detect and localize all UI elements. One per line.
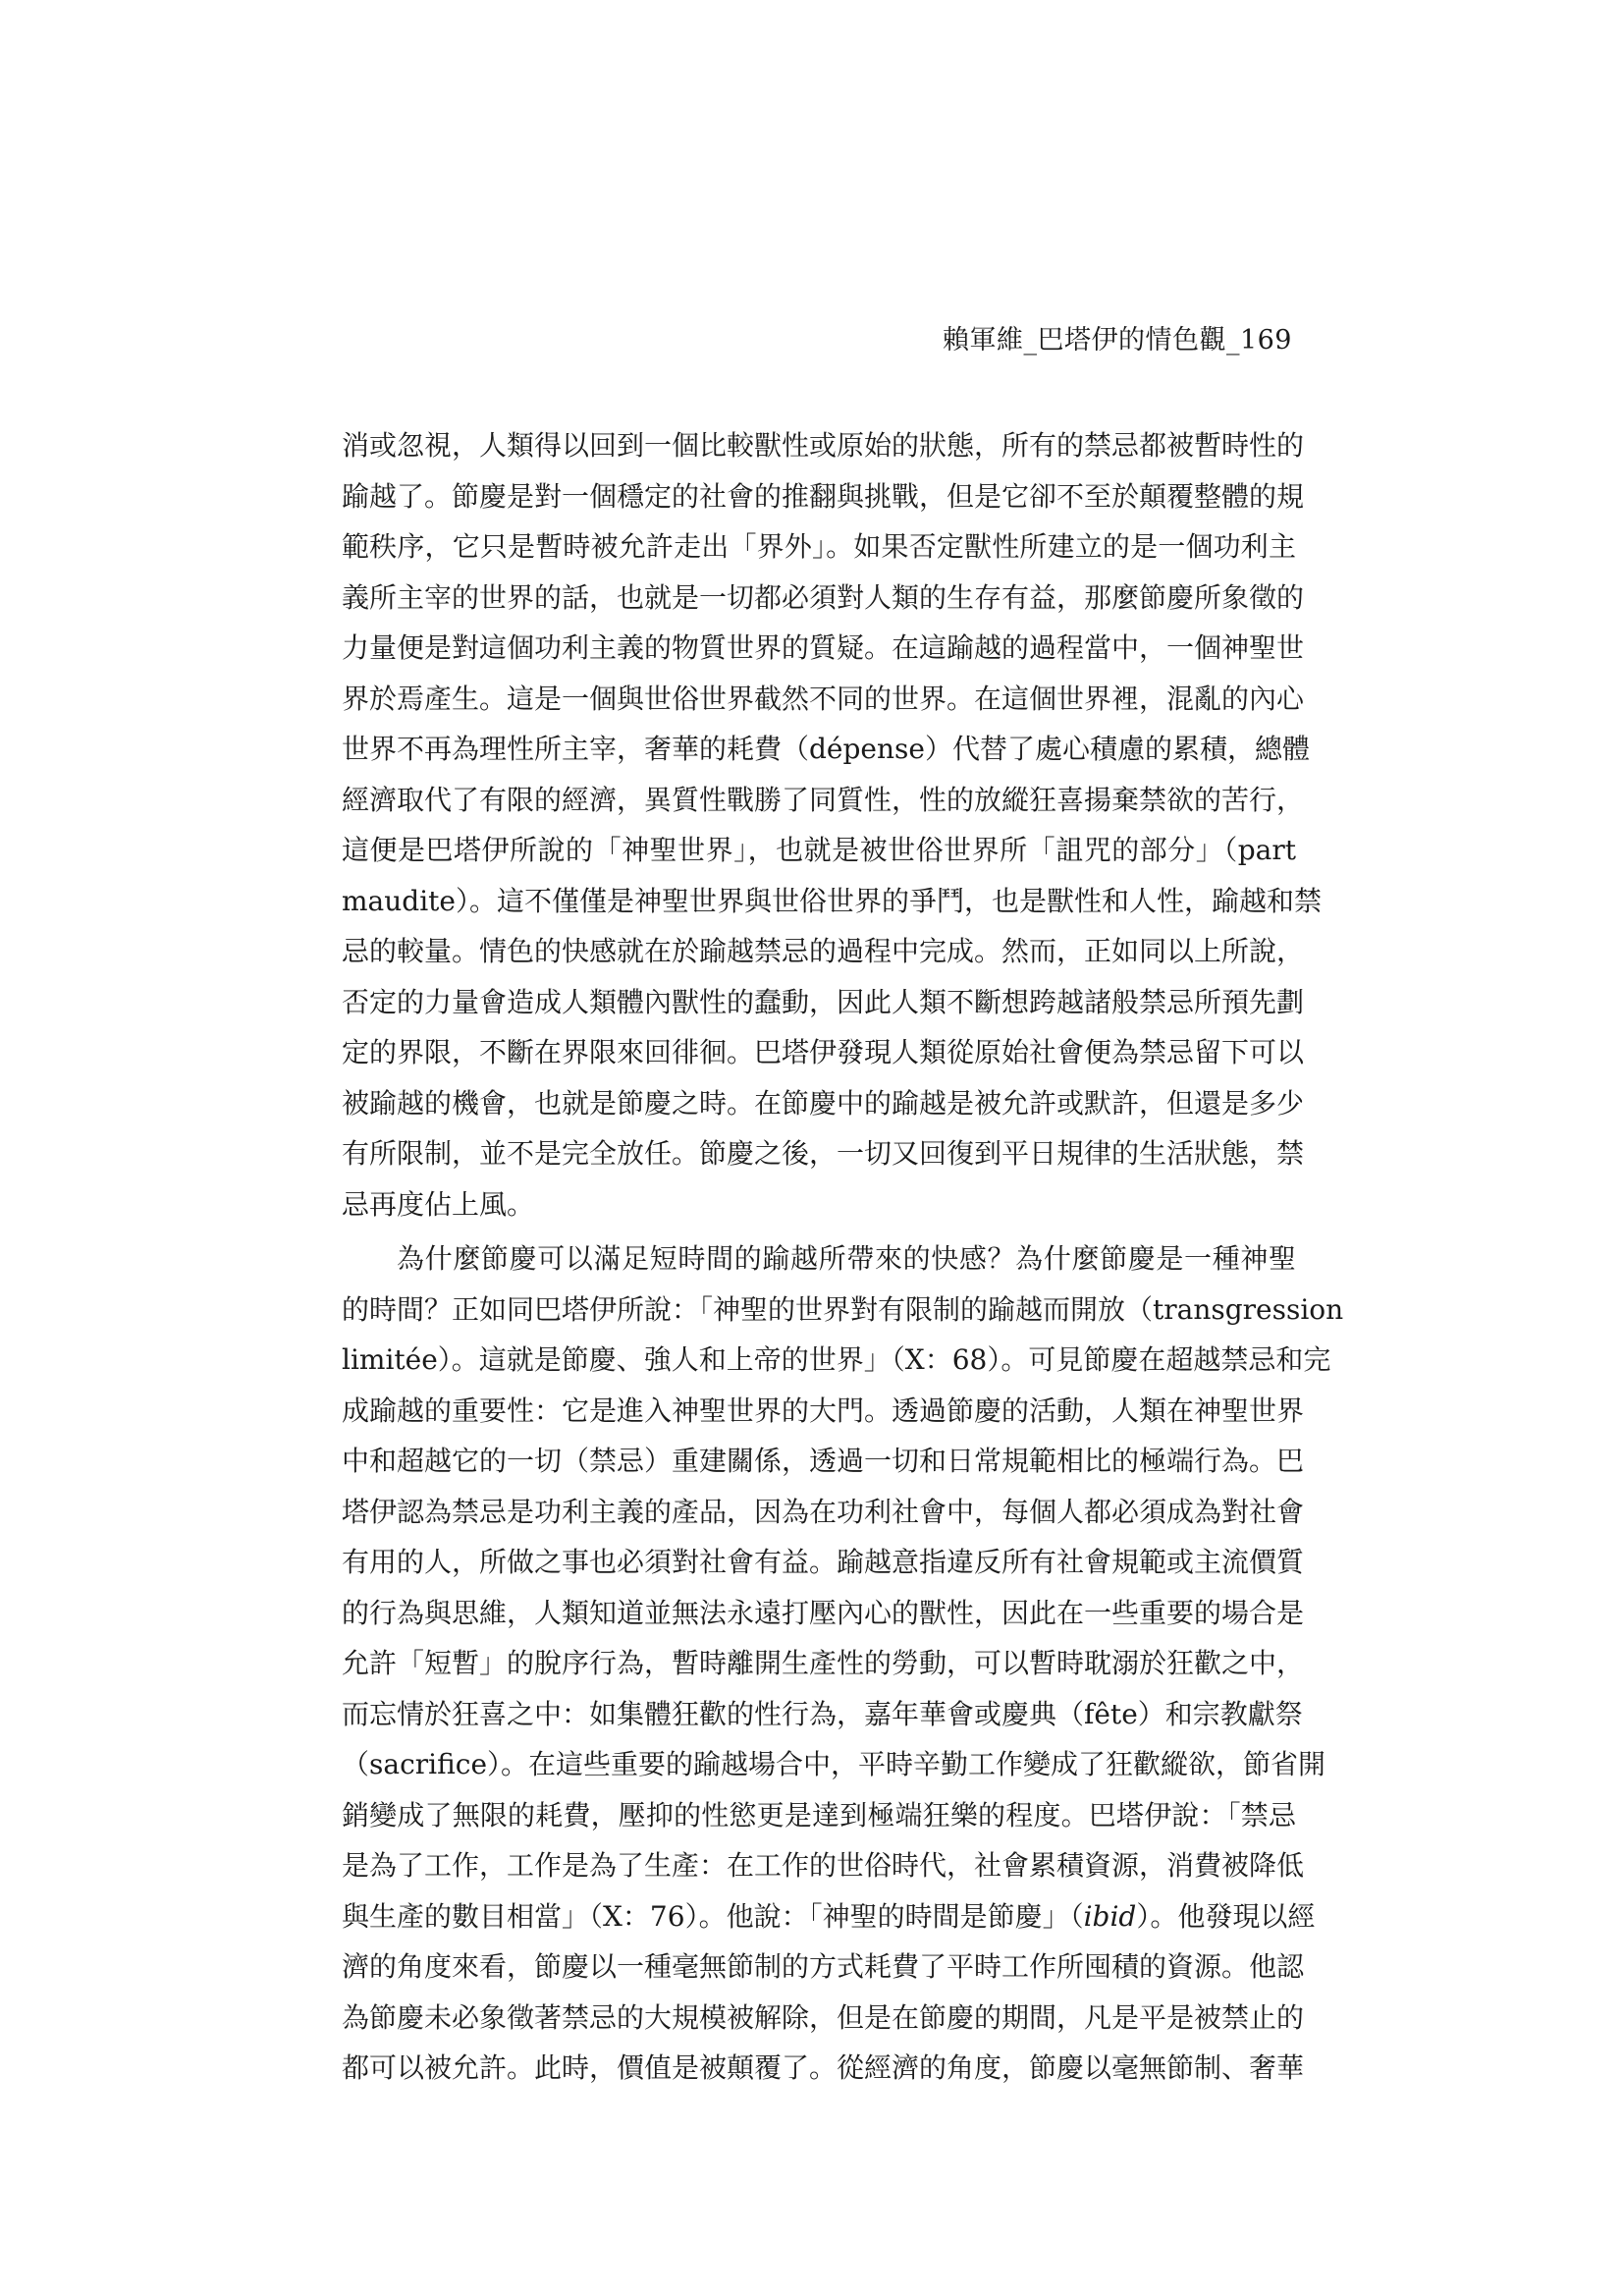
italic-citation: ibid: [1083, 1899, 1137, 1933]
text-segment: 與生產的數目相當」（X：76）。他說：「神聖的時間是節慶」（: [342, 1899, 1084, 1933]
text-line: 都可以被允許。此時，價值是被顛覆了。從經濟的角度，節慶以毫無節制、奢華: [342, 2051, 1305, 2084]
text-line: 經濟取代了有限的經濟，異質性戰勝了同質性，性的放縱狂喜揚棄禁欲的苦行，: [342, 783, 1305, 816]
text-line: 有所限制，並不是完全放任。節慶之後，一切又回復到平日規律的生活狀態，禁: [342, 1137, 1305, 1170]
text-line: 允許「短暫」的脫序行為，暫時離開生產性的勞動，可以暫時耽溺於狂歡之中，: [342, 1647, 1305, 1679]
text-segment: ）。他發現以經: [1136, 1899, 1316, 1933]
text-line: 而忘情於狂喜之中：如集體狂歡的性行為，嘉年華會或慶典（fête）和宗教獻祭: [342, 1697, 1303, 1730]
text-line: limitée）。這就是節慶、強人和上帝的世界」（X：68）。可見節慶在超越禁忌和完: [342, 1343, 1331, 1376]
paragraph-1: [342, 420, 1322, 1230]
text-line: 力量便是對這個功利主義的物質世界的質疑。在這踰越的過程當中，一個神聖世: [342, 631, 1305, 664]
text-line-with-italic: [342, 1891, 1316, 1942]
text-line: 有用的人，所做之事也必須對社會有益。踰越意指違反所有社會規範或主流價質: [342, 1546, 1305, 1578]
body-text: [342, 420, 1344, 2094]
text-line: 踰越了。節慶是對一個穩定的社會的推翻與挑戰，但是它卻不至於顛覆整體的規: [342, 479, 1305, 513]
text-line: 定的界限，不斷在界限來回徘徊。巴塔伊發現人類從原始社會便為禁忌留下可以: [342, 1036, 1305, 1068]
text-line: 範秩序，它只是暫時被允許走出「界外」。如果否定獸性所建立的是一個功利主: [342, 530, 1296, 563]
text-line: maudite）。這不僅僅是神聖世界與世俗世界的爭鬥，也是獸性和人性，踰越和禁: [342, 884, 1322, 917]
text-line: 塔伊認為禁忌是功利主義的產品，因為在功利社會中，每個人都必須成為對社會: [342, 1495, 1305, 1528]
text-line: 濟的角度來看，節慶以一種毫無節制的方式耗費了平時工作所囤積的資源。他認: [342, 1950, 1305, 1983]
text-line: 為什麼節慶可以滿足短時間的踰越所帶來的快感？為什麼節慶是一種神聖: [397, 1242, 1296, 1275]
paragraph-2: [342, 1233, 1344, 2094]
text-line: 世界不再為理性所主宰，奢華的耗費（dépense）代替了處心積慮的累積，總體: [342, 733, 1310, 765]
text-line: 銷變成了無限的耗費，壓抑的性慾更是達到極端狂樂的程度。巴塔伊說：「禁忌: [342, 1798, 1296, 1831]
text-line: 是為了工作，工作是為了生產：在工作的世俗時代，社會累積資源，消費被降低: [342, 1849, 1305, 1882]
text-line: 否定的力量會造成人類體內獸性的蠢動，因此人類不斷想跨越諸般禁忌所預先劃: [342, 985, 1305, 1018]
text-line: 成踰越的重要性：它是進入神聖世界的大門。透過節慶的活動，人類在神聖世界: [342, 1394, 1305, 1427]
text-line: 消或忽視，人類得以回到一個比較獸性或原始的狀態，所有的禁忌都被暫時性的: [342, 429, 1305, 462]
text-line: 為節慶未必象徵著禁忌的大規模被解除，但是在節慶的期間，凡是平是被禁止的: [342, 2000, 1305, 2034]
text-line: 的行為與思維，人類知道並無法永遠打壓內心的獸性，因此在一些重要的場合是: [342, 1596, 1305, 1629]
text-line: 義所主宰的世界的話，也就是一切都必須對人類的生存有益，那麼節慶所象徵的: [342, 580, 1305, 614]
text-line: 的時間？正如同巴塔伊所說：「神聖的世界對有限制的踰越而開放（transgression: [342, 1292, 1344, 1326]
text-line: 被踰越的機會，也就是節慶之時。在節慶中的踰越是被允許或默許，但還是多少: [342, 1086, 1305, 1120]
running-header: 賴軍維_巴塔伊的情色觀_169: [942, 325, 1292, 355]
text-line: 忌的較量。情色的快感就在於踰越禁忌的過程中完成。然而，正如同以上所說，: [342, 935, 1305, 967]
text-line: 界於焉產生。這是一個與世俗世界截然不同的世界。在這個世界裡，混亂的內心: [342, 682, 1305, 715]
text-line: 忌再度佔上風。: [342, 1187, 535, 1221]
text-line: （sacrifice）。在這些重要的踰越場合中，平時辛勤工作變成了狂歡縱欲，節省開: [342, 1748, 1326, 1780]
text-line: 中和超越它的一切（禁忌）重建關係，透過一切和日常規範相比的極端行為。巴: [342, 1445, 1305, 1477]
text-line: 這便是巴塔伊所說的「神聖世界」，也就是被世俗世界所「詛咒的部分」（part: [342, 834, 1296, 866]
